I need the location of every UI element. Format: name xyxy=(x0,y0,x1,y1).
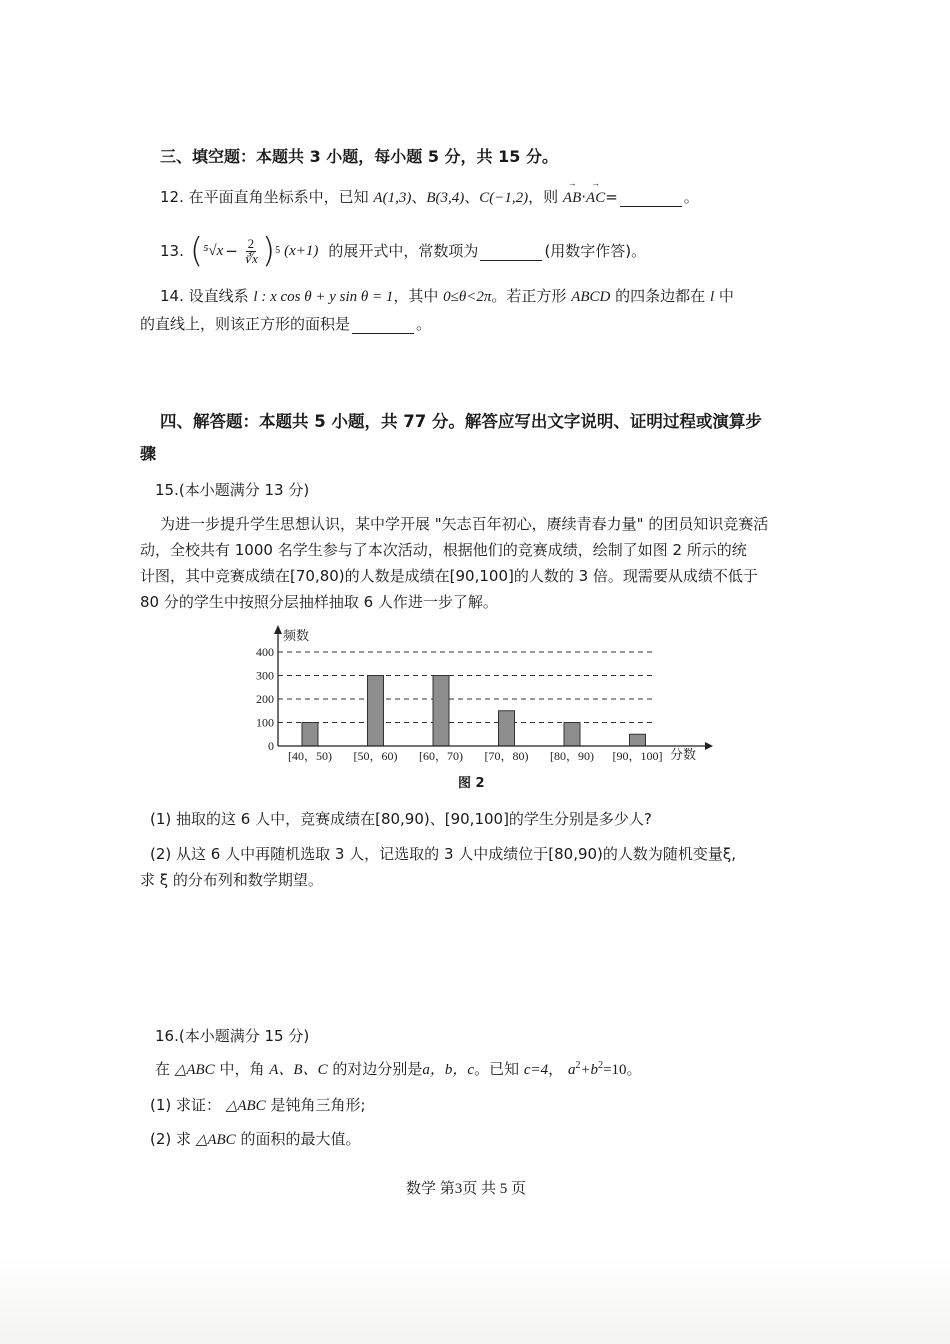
q16-end: 。 xyxy=(626,1060,642,1078)
q14-b: ，其中 xyxy=(393,287,439,305)
q15-para-4: 80 分的学生中按照分层抽样抽取 6 人作进一步了解。 xyxy=(140,593,498,611)
q13-frac-num: 2 xyxy=(247,235,255,251)
question-14-line2 xyxy=(140,315,431,334)
q15-sub2-line2: 求 ξ 的分布列和数学期望。 xyxy=(140,871,323,889)
q15-para-2: 动，全校共有 1000 名学生参与了本次活动，根据他们的竞赛成绩，绘制了如图 2 所示的统 xyxy=(140,541,747,559)
q13-minus: − xyxy=(225,242,238,260)
question-13 xyxy=(160,226,646,276)
q15-sub1: (1) 抽取的这 6 人中，竞赛成绩在[80,90)、[90,100]的学生分别是多少人? xyxy=(150,810,652,828)
y-tick-label: 300 xyxy=(256,668,274,683)
q12-vector-ac: → AC xyxy=(586,189,605,207)
q16-comma: ， xyxy=(548,1060,564,1078)
q15-para-1: 为进一步提升学生思想认识，某中学开展 "矢志百年初心，赓续青春力量" 的团员知识竞赛活 xyxy=(160,515,769,533)
q13-fraction xyxy=(242,237,260,265)
x-tick-label: [90，100] xyxy=(612,749,663,763)
q16-angles: A、B、C xyxy=(269,1062,328,1078)
section4-heading-cont: 骤 xyxy=(140,444,157,463)
x-axis-label: 分数 xyxy=(670,748,697,763)
bar xyxy=(630,734,646,746)
q16-statement xyxy=(155,1060,642,1079)
q12-end: 。 xyxy=(683,188,699,206)
scan-edge-shading xyxy=(0,1256,950,1344)
bar xyxy=(433,676,449,747)
q12-vector-ab: → AB xyxy=(563,189,581,207)
page-footer: 数学 第3页 共 5 页 xyxy=(406,1181,527,1197)
q14-e: 中 xyxy=(718,287,734,305)
q13-fifth-root: ⁵√x xyxy=(203,243,224,259)
q13-answer-blank[interactable] xyxy=(480,242,542,261)
question-14-line1 xyxy=(160,287,734,306)
q16-sub1 xyxy=(150,1096,366,1115)
left-paren: ( xyxy=(189,231,204,271)
y-axis-arrow xyxy=(274,625,282,634)
q12-prefix: 12. 在平面直角坐标系中，已知 xyxy=(160,188,369,206)
q16-sub1-b: 是钝角三角形; xyxy=(270,1096,366,1114)
q14-end: 。 xyxy=(416,315,432,333)
q16-square-a: 2 xyxy=(575,1060,581,1071)
q12-dot: · xyxy=(581,188,587,206)
q15-sub2-line1: (2) 从这 6 人中再随机选取 3 人，记选取的 3 人中成绩位于[80,90)的人数为随机变量ξ, xyxy=(150,845,737,863)
q14-c: 。若正方形 xyxy=(491,287,567,305)
chart-x-ticks xyxy=(288,749,663,763)
q13-frac-den: ∛x xyxy=(243,250,258,266)
q12-answer-blank[interactable] xyxy=(620,188,682,207)
q16-triangle: △ABC xyxy=(174,1062,215,1078)
q14-l: l xyxy=(709,289,715,305)
x-tick-label: [60，70) xyxy=(419,749,463,763)
q12-point-b: B(3,4) xyxy=(426,190,465,206)
q16-sub2-b: 的面积的最大值。 xyxy=(240,1130,361,1148)
chart-grid xyxy=(278,652,655,723)
q14-d: 的四条边都在 xyxy=(615,287,706,305)
q12-point-a: A(1,3) xyxy=(373,190,412,206)
q12-sep1: 、 xyxy=(411,188,427,206)
q16-square-b: 2 xyxy=(598,1060,604,1071)
chart-bars xyxy=(302,676,646,747)
q14-answer-blank[interactable] xyxy=(352,315,414,334)
q14-line-family: l : x cos θ + y sin θ = 1 xyxy=(253,289,394,305)
q13-power: 5 xyxy=(275,245,281,256)
chart-axes xyxy=(274,625,713,750)
y-tick-label: 0 xyxy=(268,739,274,753)
q16-title: 16.(本小题满分 15 分) xyxy=(155,1027,310,1045)
q15-title: 15.(本小题满分 13 分) xyxy=(155,481,310,499)
frequency-bar-chart xyxy=(240,620,720,770)
q14-a: 14. 设直线系 xyxy=(160,287,249,305)
q16-a: 在 xyxy=(155,1060,171,1078)
q14-square: ABCD xyxy=(571,289,611,305)
figure-caption: 图 2 xyxy=(458,776,485,791)
q12-point-c: C(−1,2) xyxy=(479,190,529,206)
bar xyxy=(302,723,318,747)
q13-number: 13. xyxy=(160,242,184,260)
q16-b: 中，角 xyxy=(219,1060,265,1078)
y-axis-label: 频数 xyxy=(283,629,310,644)
section4-heading: 四、解答题：本题共 5 小题，共 77 分。解答应写出文字说明、证明过程或演算步 xyxy=(160,412,762,431)
q16-sub2-triangle: △ABC xyxy=(195,1132,236,1148)
q16-c: 的对边分别是 xyxy=(332,1060,423,1078)
section3-heading: 三、填空题：本题共 3 小题，每小题 5 分，共 15 分。 xyxy=(160,147,558,166)
x-tick-label: [70，80) xyxy=(484,749,529,763)
q16-given-c: c=4 xyxy=(523,1062,549,1078)
q16-sub1-a: (1) 求证： xyxy=(150,1096,222,1114)
q15-para-3: 计图，其中竞赛成绩在[70,80)的人数是成绩在[90,100]的人数的 3 倍。现需要从成绩不低于 xyxy=(140,567,758,585)
chart-y-ticks xyxy=(256,645,274,753)
q13-text: 的展开式中，常数项为 xyxy=(328,242,479,260)
q16-d: 。已知 xyxy=(474,1060,520,1078)
q12-then: ，则 xyxy=(528,188,559,206)
bar xyxy=(499,711,515,746)
q14-line2: 的直线上，则该正方形的面积是 xyxy=(140,315,351,333)
q13-end: (用数字作答)。 xyxy=(544,242,647,260)
bar xyxy=(564,723,580,747)
q16-sub1-triangle: △ABC xyxy=(225,1098,266,1114)
x-tick-label: [80，90) xyxy=(550,749,594,763)
q13-factor: (x+1) xyxy=(284,243,319,259)
x-axis-arrow xyxy=(705,742,713,750)
q12-equals: = xyxy=(605,188,618,206)
bar xyxy=(368,676,384,747)
y-tick-label: 400 xyxy=(256,645,274,659)
q16-sub2-a: (2) 求 xyxy=(150,1130,192,1148)
x-tick-label: [50，60) xyxy=(353,749,398,763)
right-paren: ) xyxy=(261,231,276,271)
q16-sub2 xyxy=(150,1130,360,1149)
q16-given-a: a xyxy=(567,1062,576,1078)
q14-range: 0≤θ<2π xyxy=(443,289,492,305)
q16-given-b: +b xyxy=(580,1062,599,1078)
y-tick-label: 100 xyxy=(256,715,274,730)
q12-sep2: 、 xyxy=(464,188,480,206)
x-tick-label: [40，50) xyxy=(288,749,332,763)
q16-sides: a，b，c xyxy=(422,1062,475,1078)
question-12 xyxy=(160,188,699,207)
y-tick-label: 200 xyxy=(256,692,274,706)
q16-given-eq: =10 xyxy=(603,1062,627,1078)
